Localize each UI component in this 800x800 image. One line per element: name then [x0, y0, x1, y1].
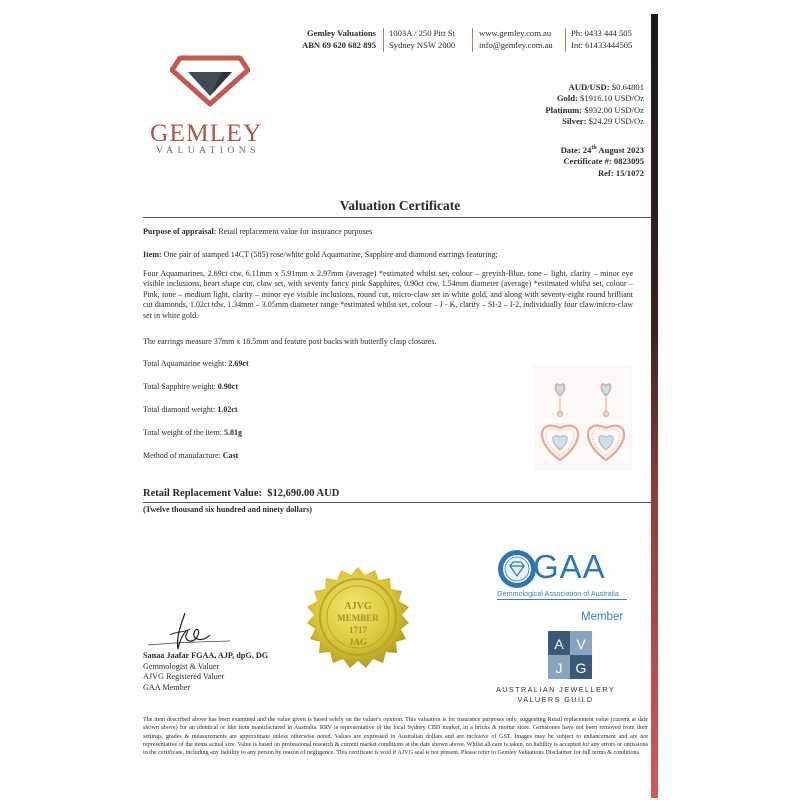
certificate-meta — [561, 143, 644, 179]
purpose-line: Purpose of appraisal: Retail replacement value for insurance purposes — [143, 227, 373, 236]
address-line2: Sydney NSW 2000 — [389, 40, 456, 50]
disclaimer-text: The item described above has been examined and the value given is based solely on the valuer's opinion. This valuation is for insurance purposes only, suggesting Retail replacement value (current at date shown above) for an identical or like item manufactured in Australia. RRV is representative of the local Sydney CBD market, in a bricks & mortar store. Gemstones have not been removed from their settings, grades & measurements are approximate unless otherwise noted. Values are expressed in Australian dollars and are inclusive of GST. Images may be subject to enhancement and are not representative of the items actual size. Value is based on professional research & current market conditions at the date shown above. Whilst all care is taken, no liability is accepted for any errors or omissions in the certificate, including any liability to any person by reason of negligence. This certificate is void if AJVG seal is not present. Please refer to Gemley Valuations Disclaimer for full terms & conditions. — [143, 717, 648, 757]
earrings-photo — [534, 366, 632, 470]
seal-line2: MEMBER — [337, 613, 379, 623]
rate-row: Silver: $24.29 USD/Oz — [562, 116, 644, 127]
page-title: Valuation Certificate — [339, 198, 461, 213]
detail-row: Method of manufacture: Cast — [143, 451, 239, 460]
detail-row: Total diamond weight: 1.02ct — [143, 405, 238, 414]
email-link[interactable]: info@gemley.com.au — [479, 40, 553, 50]
certificate-number: Certificate #: 0823095 — [563, 156, 644, 167]
ajvg-caption: AUSTRALIAN JEWELLERY VALUERS GUILD — [495, 685, 616, 704]
rate-row: AUD/USD: $0.64801 — [568, 82, 644, 92]
ajvg-logo-icon — [532, 631, 596, 683]
company-name: Gemley Valuations — [307, 28, 376, 38]
rate-row: Platinum: $932.00 USD/Oz — [545, 104, 644, 115]
certificate-date: Date: 24th August 2023 — [560, 144, 644, 155]
gaa-member-label: Member — [581, 611, 624, 623]
website-link[interactable]: www.gemley.com.au — [479, 28, 552, 38]
ajvg-letter: G — [575, 660, 587, 676]
intl-number: Int: 61433444505 — [571, 40, 633, 50]
rrv-line: Retail Replacement Value: $12,690.00 AUD — [143, 488, 340, 499]
header-divider — [565, 28, 566, 52]
item-line: Item: One pair of stamped 14CT (585) rose/white gold Aquamarine, Sapphire and diamond earrings featuring; — [143, 250, 498, 259]
header-company-block — [282, 27, 376, 51]
measure-line: The earrings measure 37mm x 18.5mm and feature post backs with butterfly clasp closures. — [143, 337, 437, 346]
logo-wordmark: GEMLEY — [150, 118, 263, 147]
detail-row: Total weight of the item: 5.81g — [143, 428, 242, 437]
right-accent-stripe — [651, 14, 658, 798]
gaa-subtitle: Gemmological Association of Australia — [497, 589, 619, 598]
gaa-divider — [497, 599, 627, 600]
rate-row: Gold: $1916.10 USD/Oz — [556, 93, 644, 104]
header-address-block — [389, 27, 455, 51]
detail-row: Total Sapphire weight: 0.90ct — [143, 382, 238, 391]
signatory-role: GAA Member — [143, 682, 191, 692]
item-description: Four Aquamarines, 2.69ct ctw, 6.11mm x 5.91mm x 2.97mm (average) *estimated whilst set, colour – greyish-Blue, tone – light, clarity – minor eye visible inclusions, heart shape cut, claw set, with seventy fancy pink Sapphires, 0.90ct ctw, 1.54mm diameter (average) *estimated whilst set, colour – Pink, tone – medium light, clarity – minor eye visible inclusions, round cut, micro-claw set in white gold, and along with seventy-eight round brilliant cut diamonds, 1.02ct tdw, 1.34mm – 3.05mm diameter range *estimated whilst set, colour – J - K, clarity – SI-2 – I-2, individually four claw/micro-claw set in white gold. — [143, 269, 633, 320]
metal-rates — [545, 82, 644, 128]
ajvg-letter: V — [576, 636, 586, 652]
certificate-ref: Ref: 15/1072 — [597, 167, 644, 178]
signatory-role: Gemmologist & Valuer — [143, 661, 220, 671]
header-divider — [383, 28, 384, 52]
header-phone-block — [571, 27, 632, 51]
signatory-name: Sanaa Jaafar FGAA, AJP, dpG, DG — [143, 651, 269, 660]
seal-line4: JAG — [349, 637, 367, 647]
signature-graphic — [140, 605, 240, 653]
ajvg-gold-seal-icon — [296, 565, 420, 689]
ajvg-letter: A — [554, 636, 564, 652]
signatory-block — [143, 651, 268, 693]
rrv-rule — [143, 502, 651, 503]
address-line1: 1003A / 250 Pitt St — [389, 28, 455, 38]
seal-line3: 1717 — [349, 625, 367, 635]
seal-line1: AJVG — [344, 601, 372, 612]
ajvg-letter: J — [555, 660, 563, 676]
detail-row: Total Aquamarine weight: 2.69ct — [143, 359, 249, 368]
company-abn: ABN 69 620 682 895 — [301, 40, 376, 50]
phone-number: Ph: 0433 444 505 — [571, 28, 632, 38]
gaa-emblem-icon — [497, 549, 537, 589]
title-rule — [143, 217, 651, 218]
header-web-block — [479, 27, 553, 51]
signatory-role: AJVG Registered Valuer — [143, 672, 225, 682]
rrv-words: (Twelve thousand six hundred and ninety dollars) — [143, 505, 313, 514]
gemley-logo-icon — [170, 50, 250, 108]
logo-subtitle: VALUATIONS — [156, 146, 260, 156]
header-divider — [472, 28, 473, 52]
gaa-logo-text: GAA — [533, 548, 606, 585]
